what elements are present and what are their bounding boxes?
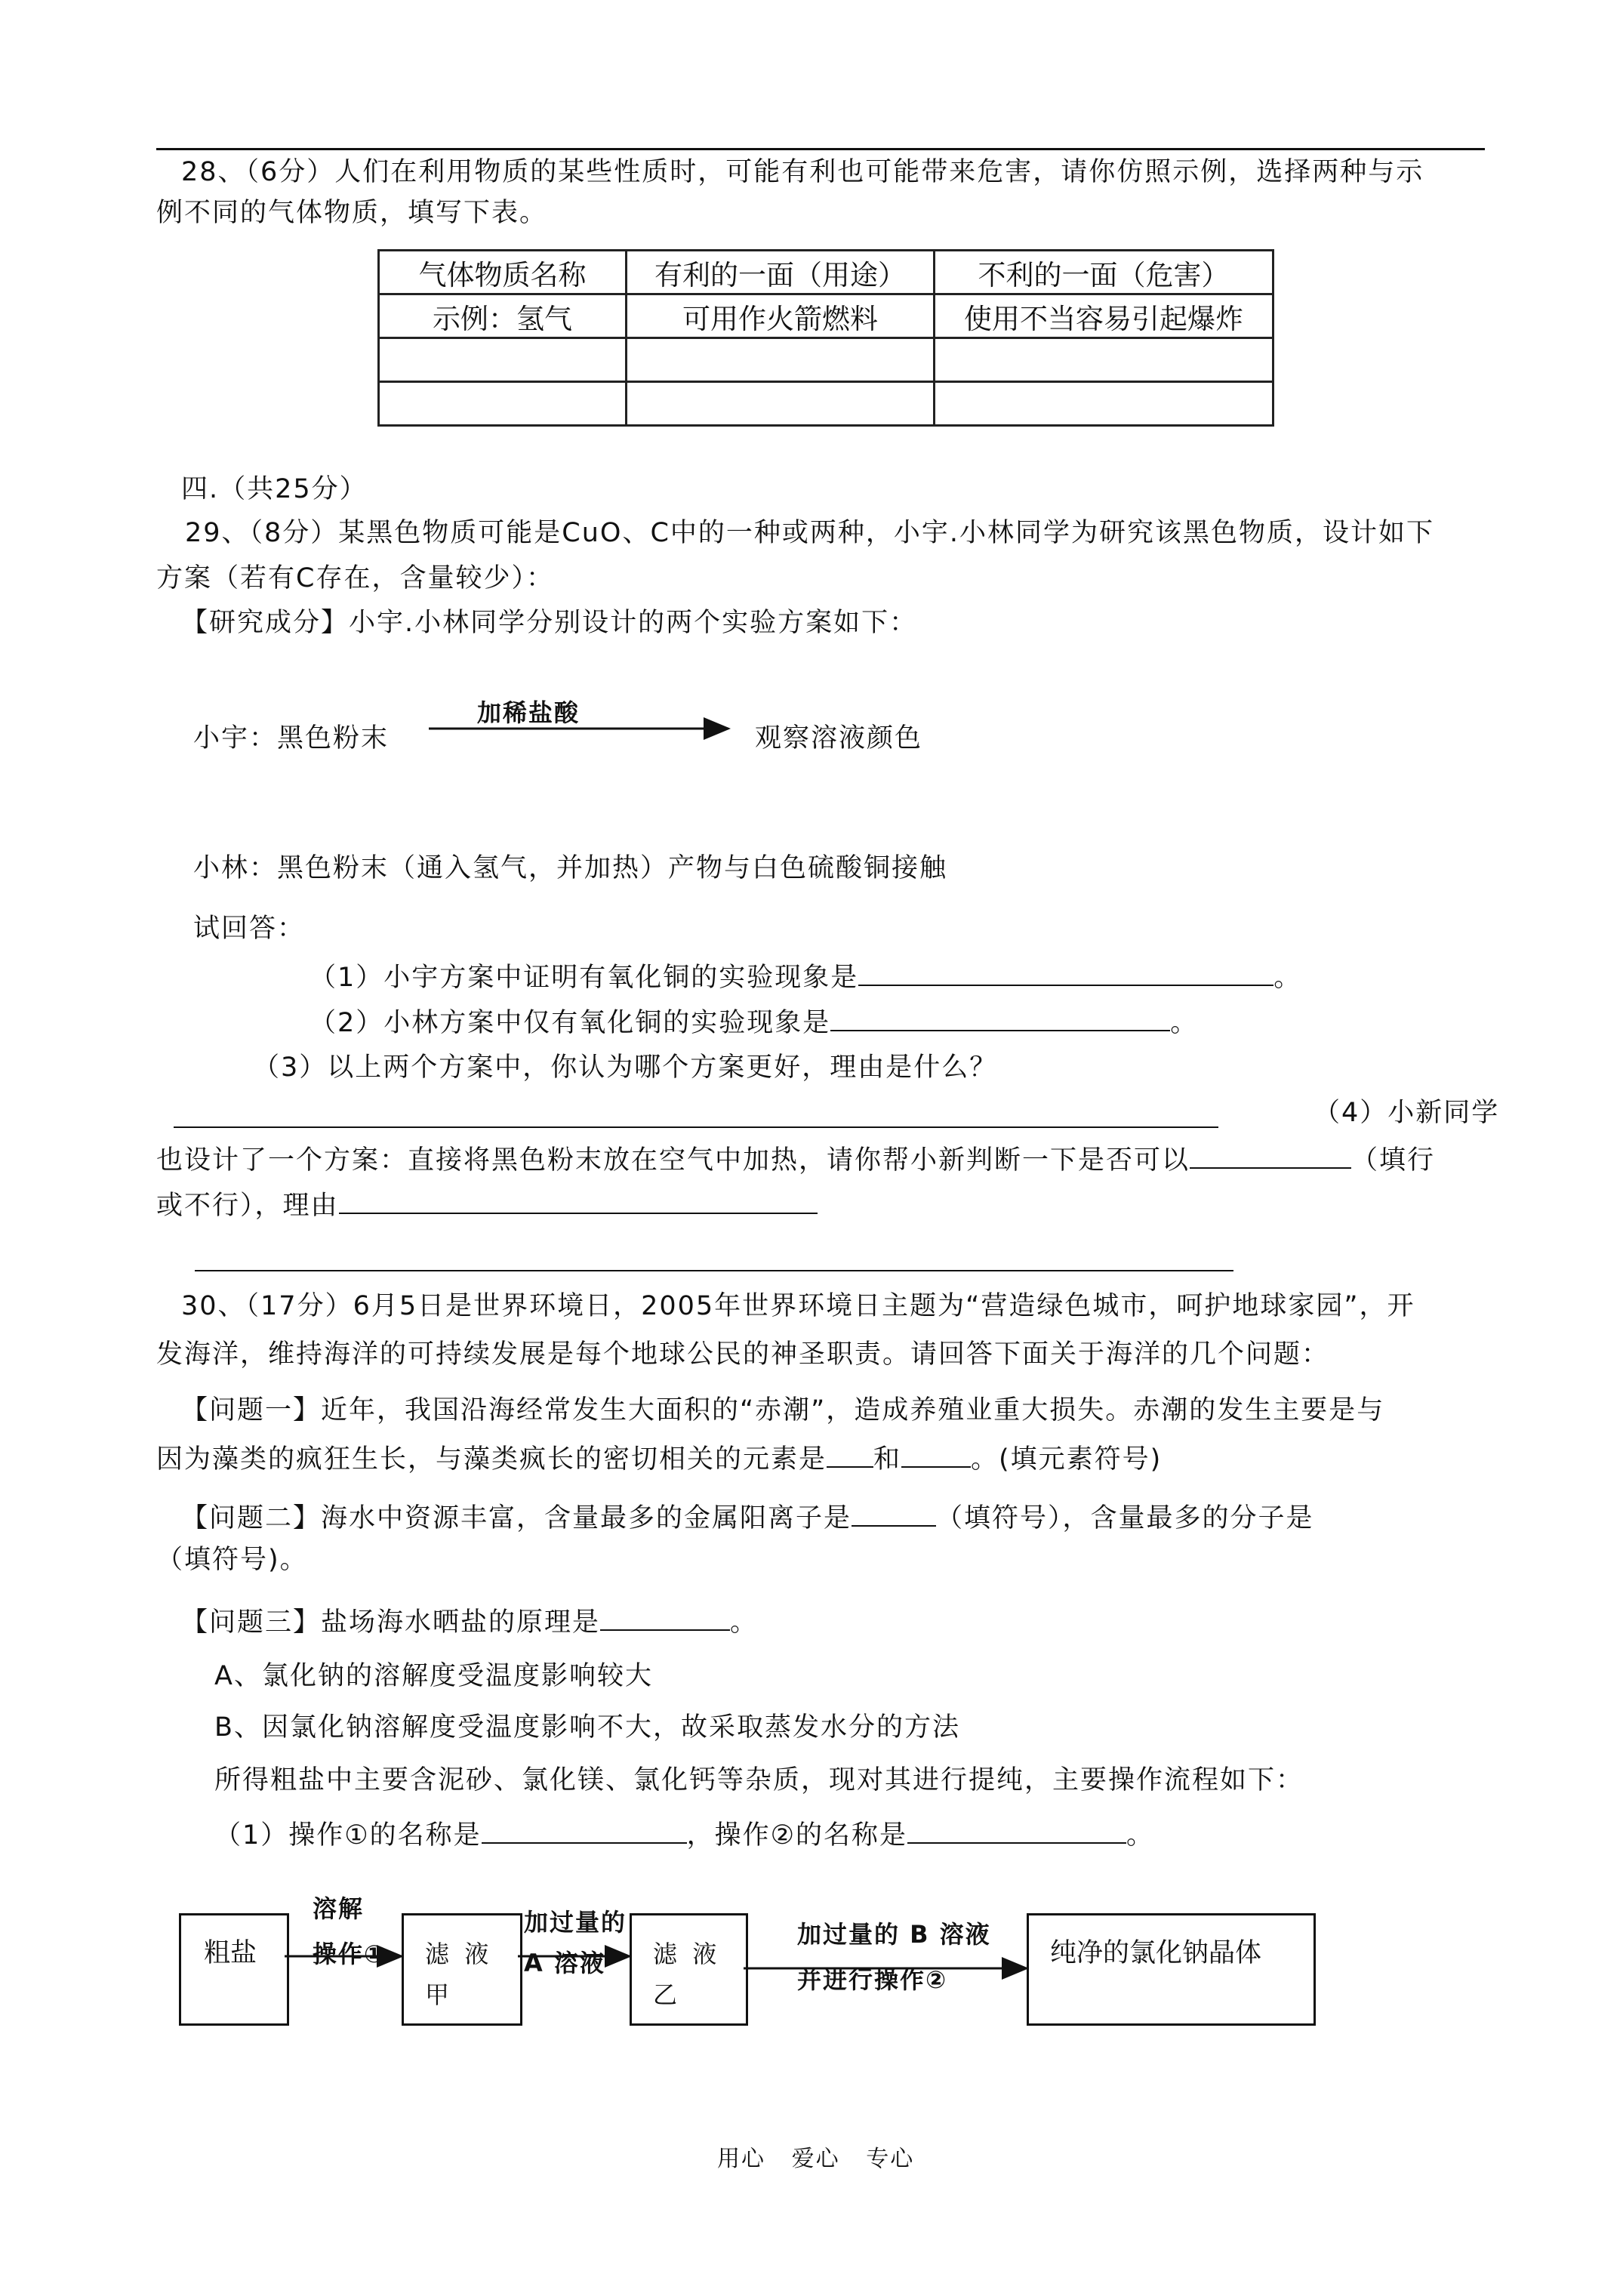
table-header-benefit: 有利的一面（用途） — [627, 251, 935, 294]
sub1-text: （1）小宇方案中证明有氧化铜的实验现象是 — [310, 963, 859, 993]
p1-text: 因为藻类的疯狂生长，与藻类疯长的密切相关的元素是 — [156, 1444, 827, 1475]
sub4-line2-end: （填行 — [1351, 1145, 1436, 1176]
box4-label: 纯净的氯化钠晶体 — [1050, 1938, 1262, 1968]
arrow1-top: 溶解 — [313, 1894, 365, 1923]
problem2-line2: （填符号)。 — [156, 1545, 308, 1575]
p2-text2: （填符号），含量最多的分子是 — [936, 1503, 1314, 1533]
p1-end: 。(填元素符号) — [971, 1444, 1163, 1475]
q28-line2: 例不同的气体物质，填写下表。 — [156, 198, 548, 228]
arrow2-top: 加过量的 — [524, 1908, 627, 1937]
arrow2-bottom: A 溶液 — [524, 1949, 605, 1977]
table-cell: 示例：氢气 — [379, 294, 627, 338]
xiaoyu-result: 观察溶液颜色 — [755, 723, 923, 754]
arrow-label: 加稀盐酸 — [477, 698, 581, 727]
op-text2: ，操作②的名称是 — [686, 1820, 908, 1851]
box2-line2: 甲 — [425, 1980, 450, 2009]
box2-line1: 滤 液 — [425, 1940, 489, 1968]
footer: 用心 爱心 专心 — [717, 2146, 915, 2172]
q29-line1: 29、（8分）某黑色物质可能是CuO、C中的一种或两种，小宇.小林同学为研究该黑色物质，设计如下 — [185, 518, 1435, 548]
p1-and: 和 — [873, 1444, 902, 1475]
sub2-end: 。 — [1170, 1008, 1199, 1038]
sub2-text: （2）小林方案中仅有氧化铜的实验现象是 — [310, 1008, 831, 1038]
arrow3-top: 加过量的 B 溶液 — [797, 1920, 991, 1949]
arrow3-bottom: 并进行操作② — [797, 1965, 948, 1994]
op-text1: （1）操作①的名称是 — [214, 1820, 482, 1851]
sub-question-3: （3）以上两个方案中，你认为哪个方案更好，理由是什么？ — [253, 1052, 998, 1083]
table-cell: 可用作火箭燃料 — [627, 294, 935, 338]
op-end: 。 — [1126, 1820, 1155, 1851]
sub1-end: 。 — [1273, 963, 1302, 993]
p3-text: 【问题三】盐场海水晒盐的原理是 — [181, 1607, 601, 1638]
box1-label: 粗盐 — [204, 1938, 257, 1968]
table-cell: 使用不当容易引起爆炸 — [935, 294, 1273, 338]
q30-line1: 30、（17分）6月5日是世界环境日，2005年世界环境日主题为“营造绿色城市，呵护地球家园”，开 — [181, 1291, 1415, 1321]
sub4-line3-text: 或不行），理由 — [156, 1191, 339, 1221]
answer-prompt: 试回答： — [193, 914, 306, 944]
crude-salt-text: 所得粗盐中主要含泥砂、氯化镁、氯化钙等杂质，现对其进行提纯，主要操作流程如下： — [214, 1765, 1304, 1795]
q28-line1: 28、（6分）人们在利用物质的某些性质时，可能有利也可能带来危害，请你仿照示例，选择两种与示 — [181, 157, 1424, 187]
box3-line2: 乙 — [653, 1980, 678, 2009]
table-header-harm: 不利的一面（危害） — [935, 251, 1273, 294]
arrow1-bottom: 操作① — [313, 1940, 387, 1968]
table-header-name: 气体物质名称 — [379, 251, 627, 294]
xiaoyu-label: 小宇：黑色粉末 — [193, 723, 390, 754]
option-a: A、氯化钠的溶解度受温度影响较大 — [214, 1661, 653, 1691]
p2-text: 【问题二】海水中资源丰富，含量最多的金属阳离子是 — [181, 1503, 852, 1533]
q29-line3: 【研究成分】小宇.小林同学分别设计的两个实验方案如下： — [181, 608, 918, 638]
q30-line2: 发海洋，维持海洋的可持续发展是每个地球公民的神圣职责。请回答下面关于海洋的几个问题： — [156, 1339, 1330, 1370]
xiaolin-plan: 小林：黑色粉末（通入氢气，并加热）产物与白色硫酸铜接触 — [193, 853, 948, 883]
section-heading: 四.（共25分） — [181, 474, 368, 504]
q29-line2: 方案（若有C存在，含量较少）： — [156, 563, 554, 593]
sub4-start: （4）小新同学 — [1313, 1098, 1500, 1128]
option-b: B、因氯化钠溶解度受温度影响不大，故采取蒸发水分的方法 — [214, 1712, 961, 1743]
sub4-line2-text: 也设计了一个方案：直接将黑色粉末放在空气中加热，请你帮小新判断一下是否可以 — [156, 1145, 1190, 1176]
p3-end: 。 — [730, 1607, 759, 1638]
problem1-line1: 【问题一】近年，我国沿海经常发生大面积的“赤潮”，造成养殖业重大损失。赤潮的发生主要是与 — [181, 1395, 1385, 1425]
box3-line1: 滤 液 — [653, 1940, 717, 1968]
